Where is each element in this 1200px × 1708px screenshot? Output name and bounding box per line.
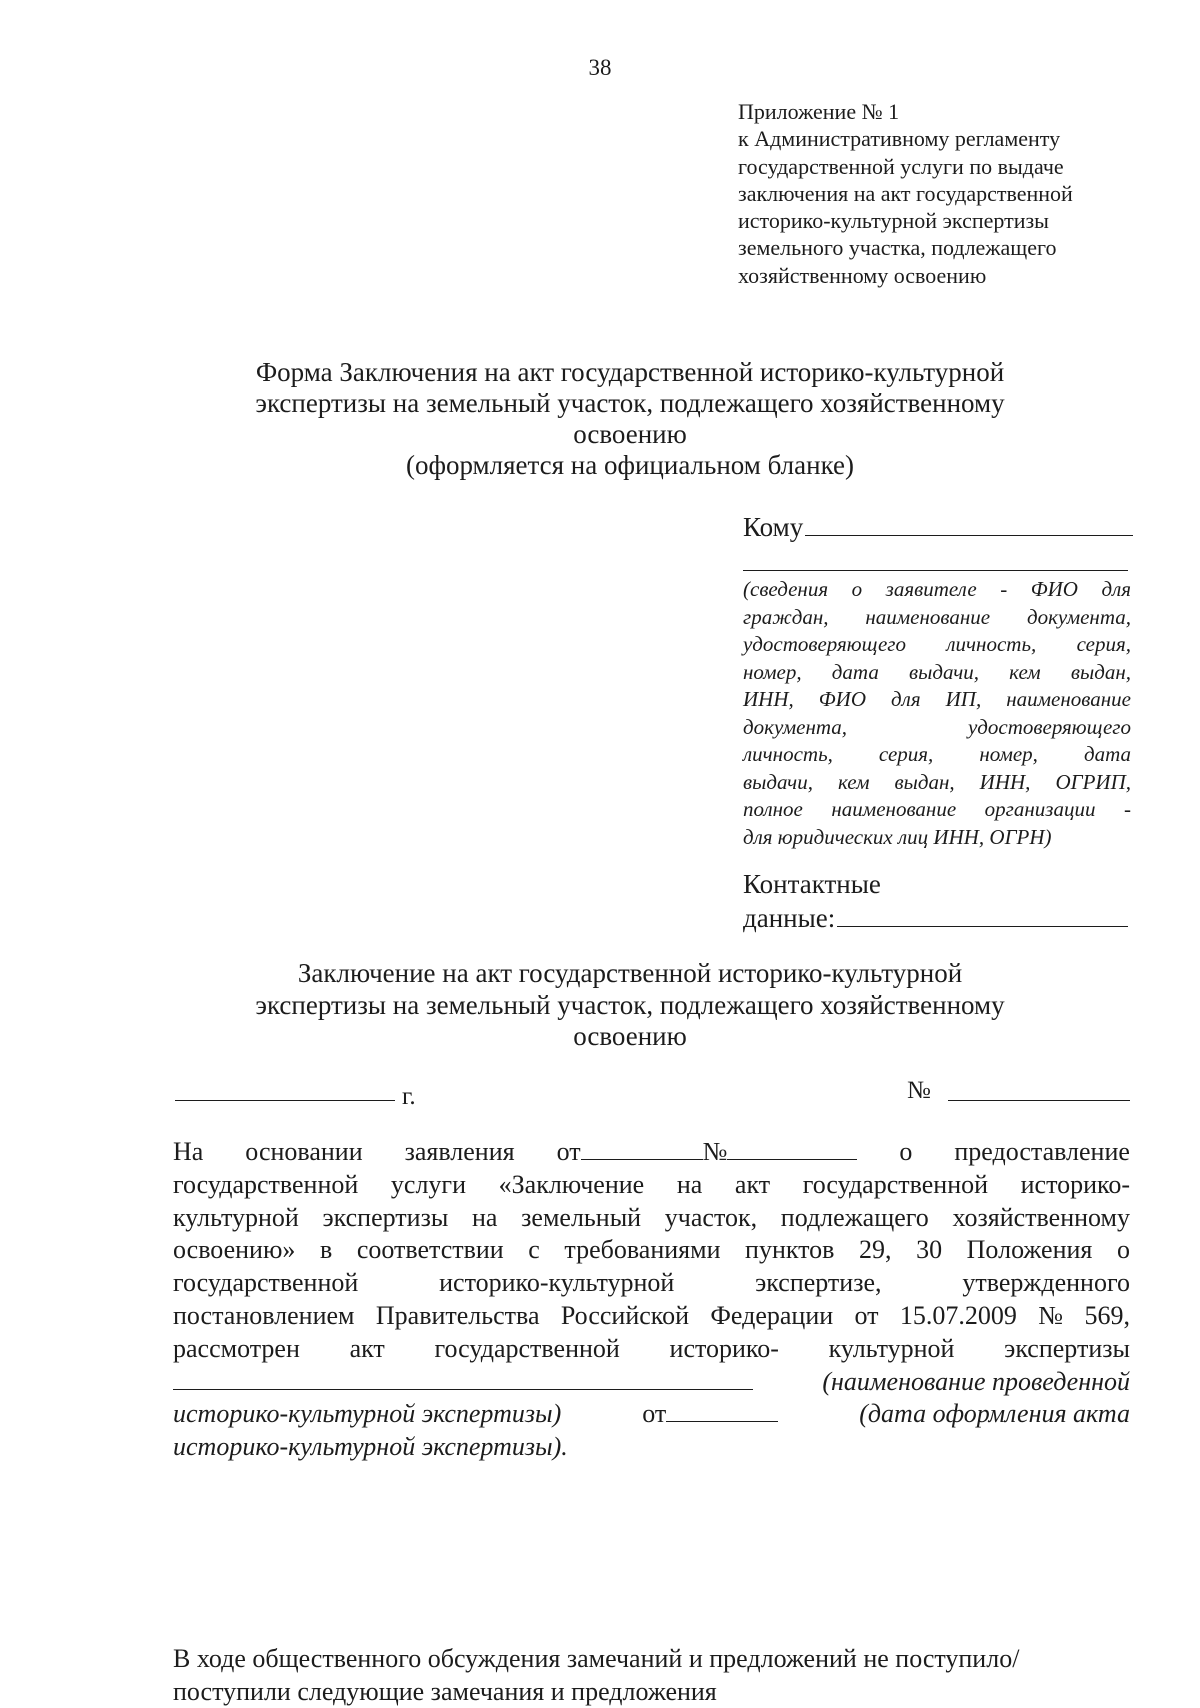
body-line (173, 1234, 1130, 1267)
body-line (173, 1398, 1130, 1431)
date-blank-field[interactable] (175, 1100, 395, 1101)
form-title-line: Форма Заключения на акт государственной историко-культурной (255, 357, 1005, 387)
body-word: На (173, 1137, 204, 1166)
applicant-info-note (743, 576, 1131, 851)
contacts-label-2: данные: (743, 903, 836, 933)
conclusion-title-line: освоению (573, 1021, 687, 1051)
body-word: культурной (828, 1333, 955, 1363)
appendix-line: государственной услуги по выдаче (738, 153, 1064, 179)
body-word: от (854, 1300, 879, 1330)
body-line (173, 1136, 1130, 1169)
number-blank-field[interactable] (948, 1100, 1130, 1101)
body-italic-note: (дата оформления акта (859, 1399, 1130, 1429)
applicant-note-line: номер, дата выдачи, кем выдан, (743, 659, 1131, 684)
applicant-note-line: удостоверяющего личность, серия, (743, 632, 1131, 656)
body-word: 15.07.2009 (899, 1300, 1017, 1330)
body-word: экспертизе, (755, 1268, 882, 1298)
body-word: хозяйственному (952, 1202, 1130, 1232)
body-word: постановлением (173, 1300, 355, 1330)
recipient-block (743, 512, 1133, 851)
body-word: экспертизы (322, 1202, 449, 1232)
application-ref-group (557, 1136, 858, 1169)
body-word: основании (245, 1137, 363, 1166)
appendix-line: Приложение № 1 (738, 99, 900, 124)
body-word: экспертизы (1004, 1333, 1130, 1363)
body-word: с (528, 1235, 540, 1265)
application-number-blank[interactable] (727, 1139, 857, 1160)
number-sign: № (907, 1077, 931, 1104)
form-title-line: освоению (573, 419, 687, 449)
body-word: заявления (404, 1137, 515, 1166)
body-word: 30 (916, 1235, 943, 1265)
body-word: акт (734, 1169, 771, 1199)
contacts-line (743, 901, 1128, 935)
conclusion-title (200, 958, 1060, 1053)
body-word: государственной (173, 1169, 359, 1199)
appendix-line: хозяйственному освоению (738, 262, 987, 288)
body-word: акт (349, 1333, 385, 1363)
body-line (173, 1300, 1130, 1333)
body-line (173, 1333, 1130, 1366)
body-word: на (472, 1202, 498, 1232)
body-word: участок, (664, 1202, 758, 1232)
appendix-header (738, 98, 1073, 289)
applicant-note-line: ИНН, ФИО для ИП, наименование (743, 687, 1131, 711)
remarks-line: В ходе общественного обсуждения замечаний и предложений не поступило/ (173, 1644, 1020, 1673)
act-date-group (642, 1398, 778, 1431)
body-word: соответствии (356, 1235, 504, 1265)
applicant-note-line: граждан, наименование документа, (743, 604, 1131, 629)
contacts-blank-field[interactable] (837, 904, 1128, 927)
expertise-name-blank[interactable] (173, 1369, 753, 1390)
conclusion-title-line: Заключение на акт государственной историко-культурной (297, 958, 963, 988)
body-italic-note: историко-культурной экспертизы) (173, 1399, 562, 1429)
appendix-line: историко-культурной экспертизы (738, 208, 1049, 234)
applicant-note-line: (сведения о заявителе - ФИО для (743, 577, 1131, 601)
body-word: земельный (521, 1202, 642, 1232)
applicant-note-line: документа, удостоверяющего (743, 714, 1131, 739)
contacts-block (743, 867, 1128, 935)
to-blank-field[interactable] (805, 513, 1133, 536)
application-date-blank[interactable] (581, 1139, 703, 1160)
to-line (743, 512, 1133, 546)
applicant-note-line: полное наименование организации - (743, 797, 1131, 821)
body-word: пунктов (745, 1235, 835, 1265)
year-suffix: г. (402, 1083, 416, 1110)
body-paragraph (173, 1136, 1130, 1464)
body-word: предоставление (954, 1137, 1130, 1166)
body-line (173, 1366, 1130, 1399)
body-word: требованиями (564, 1235, 721, 1265)
body-italic-note: (наименование проведенной (822, 1366, 1130, 1396)
body-word: Федерации (710, 1300, 834, 1330)
body-word: от (642, 1399, 667, 1429)
body-word: Российской (560, 1300, 689, 1330)
act-date-blank[interactable] (666, 1401, 778, 1422)
body-word: от (556, 1137, 581, 1166)
form-title-line: экспертизы на земельный участок, подлежащего хозяйственному (255, 388, 1005, 418)
body-word: 569, (1084, 1300, 1130, 1330)
appendix-line: земельного участка, подлежащего (738, 235, 1057, 261)
form-title (200, 357, 1060, 481)
body-word: услуги (390, 1169, 467, 1199)
form-title-line: (оформляется на официальном бланке) (405, 450, 855, 480)
body-word: в (319, 1235, 333, 1265)
body-word: «Заключение (498, 1169, 645, 1199)
body-word: рассмотрен (173, 1333, 300, 1363)
conclusion-title-line: экспертизы на земельный участок, подлежащего хозяйственному (255, 989, 1005, 1020)
appendix-line: заключения на акт государственной (738, 180, 1073, 206)
contacts-label: Контактные (743, 869, 881, 899)
body-word: о (1116, 1235, 1130, 1265)
body-word: утвержденного (962, 1268, 1130, 1298)
remarks-line: поступили следующие замечания и предложения (173, 1677, 717, 1706)
remarks-paragraph (173, 1642, 1130, 1708)
body-line (173, 1169, 1130, 1202)
applicant-note-line: личность, серия, номер, дата (743, 742, 1131, 766)
body-line: историко-культурной экспертизы). (173, 1432, 568, 1462)
appendix-line: к Административному регламенту (738, 126, 1061, 152)
body-word: о (899, 1137, 913, 1166)
body-word: историко-культурной (439, 1268, 675, 1298)
body-word: 29, (859, 1235, 892, 1265)
applicant-note-line: для юридических лиц ИНН, ОГРН) (743, 824, 1052, 849)
body-word: на (676, 1169, 703, 1199)
to-label: Кому (743, 512, 804, 542)
page-number: 38 (588, 55, 612, 80)
body-line (173, 1267, 1130, 1300)
body-word: освоению» (173, 1235, 296, 1265)
body-word: № (702, 1137, 728, 1166)
body-line (173, 1202, 1130, 1235)
body-word: Положения (966, 1235, 1093, 1265)
applicant-note-line: выдачи, кем выдан, ИНН, ОГРИП, (743, 769, 1131, 794)
body-word: государственной (802, 1169, 989, 1199)
to-blank-field-2[interactable] (743, 546, 1128, 571)
body-word: Правительства (375, 1300, 540, 1330)
body-word: № (1038, 1300, 1064, 1330)
body-word: историко- (1020, 1169, 1130, 1199)
body-word: подлежащего (780, 1202, 929, 1232)
body-word: государственной (173, 1268, 359, 1298)
body-word: историко- (669, 1333, 779, 1363)
body-word: культурной (173, 1202, 299, 1232)
body-word: государственной (434, 1333, 620, 1363)
